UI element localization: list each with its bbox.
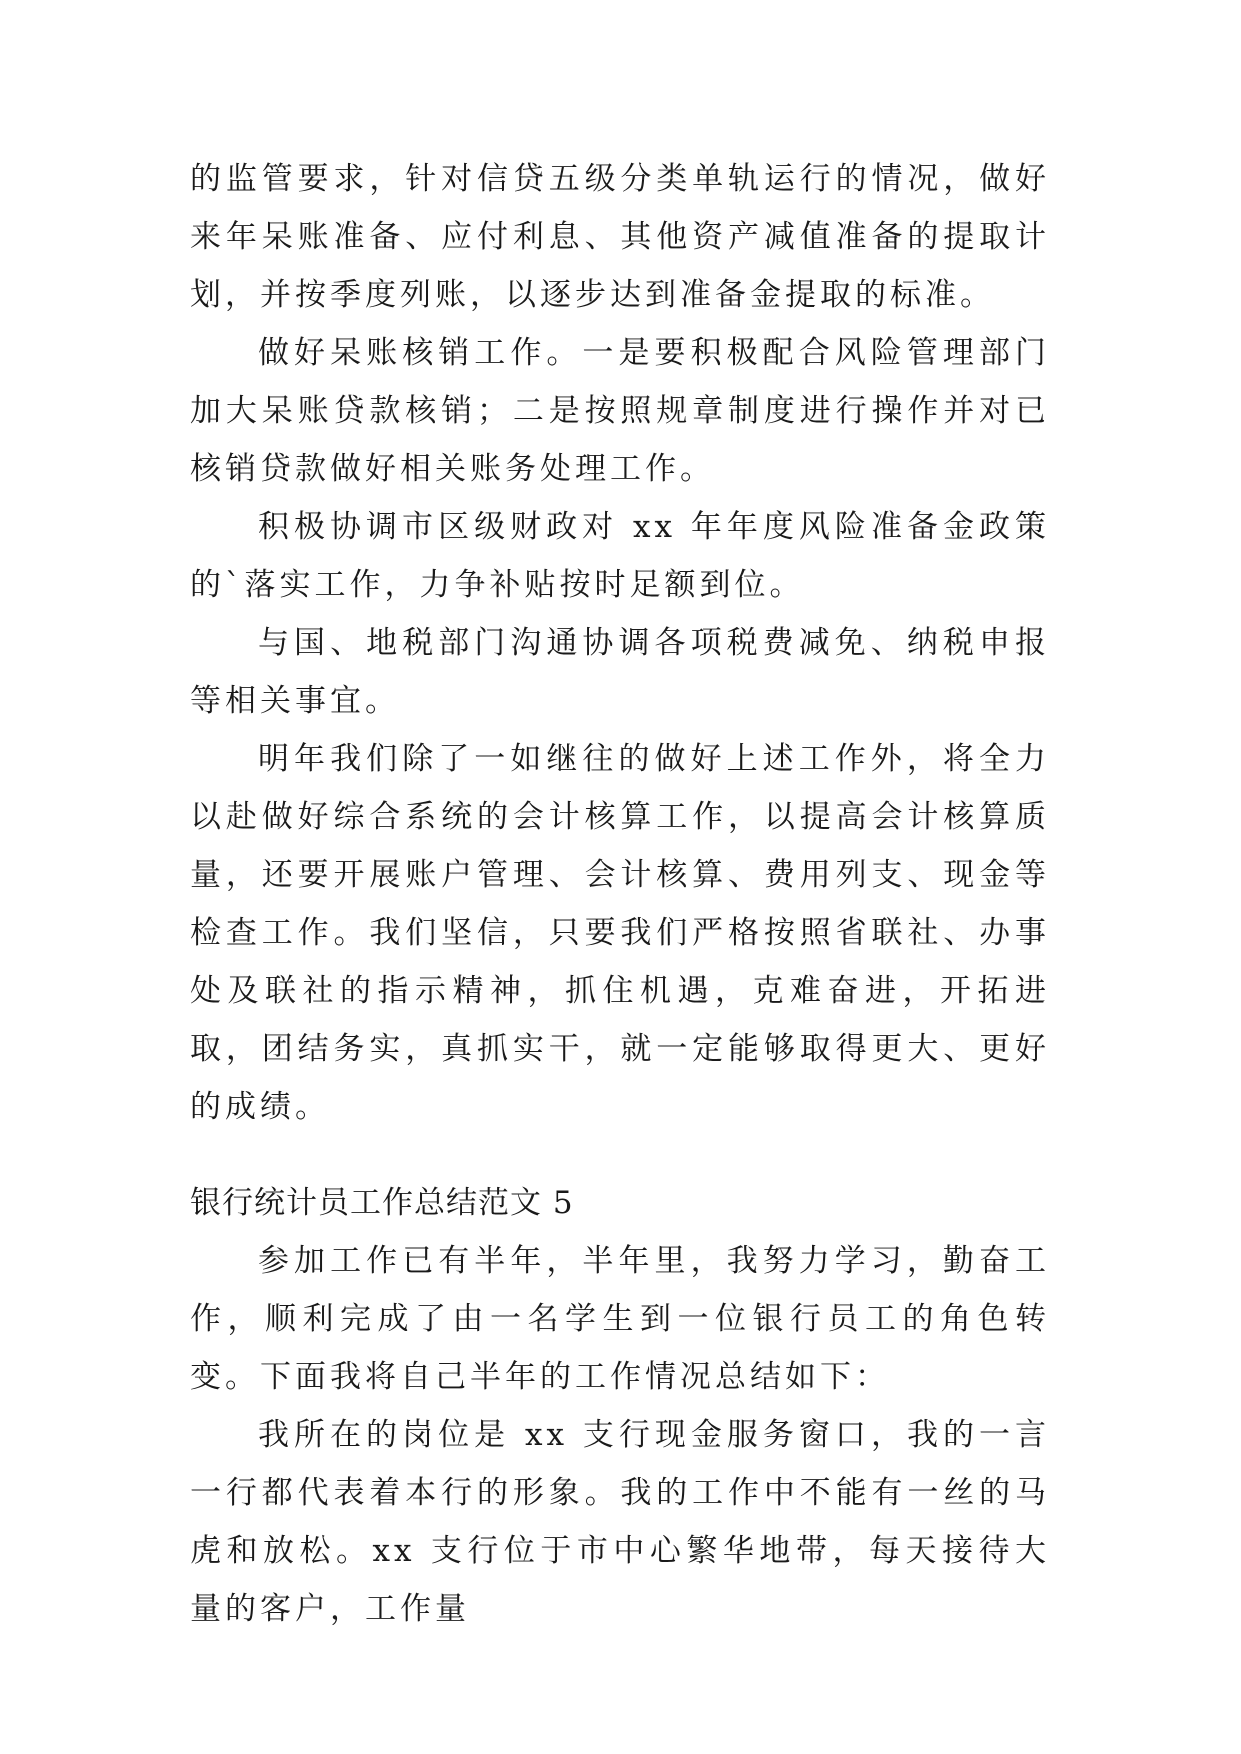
paragraph: 与国、地税部门沟通协调各项税费减免、纳税申报等相关事宜。	[190, 625, 1050, 719]
document-page	[190, 150, 1050, 1638]
paragraph: 的监管要求，针对信贷五级分类单轨运行的情况，做好来年呆账准备、应付利息、其他资产减值准备的提取计划，并按季度列账，以逐步达到准备金提取的标准。	[190, 161, 1050, 313]
paragraph: 做好呆账核销工作。一是要积极配合风险管理部门加大呆账贷款核销；二是按照规章制度进行操作并对已核销贷款做好相关账务处理工作。	[190, 335, 1050, 487]
paragraph: 参加工作已有半年，半年里，我努力学习，勤奋工作，顺利完成了由一名学生到一位银行员工的角色转变。下面我将自己半年的工作情况总结如下：	[190, 1243, 1050, 1395]
paragraph: 我所在的岗位是 xx 支行现金服务窗口，我的一言一行都代表着本行的形象。我的工作中不能有一丝的马虎和放松。xx 支行位于市中心繁华地带，每天接待大量的客户，工作量	[190, 1417, 1050, 1627]
paragraph: 积极协调市区级财政对 xx 年年度风险准备金政策的`落实工作，力争补贴按时足额到位。	[190, 509, 1050, 603]
section-title: 银行统计员工作总结范文 5	[190, 1185, 574, 1221]
paragraph: 明年我们除了一如继往的做好上述工作外，将全力以赴做好综合系统的会计核算工作，以提高会计核算质量，还要开展账户管理、会计核算、费用列支、现金等检查工作。我们坚信，只要我们严格按照省联社、办事处及联社的指示精神，抓住机遇，克难奋进，开拓进取，团结务实，真抓实干，就一定能够取得更大、更好的成绩。	[190, 741, 1050, 1125]
